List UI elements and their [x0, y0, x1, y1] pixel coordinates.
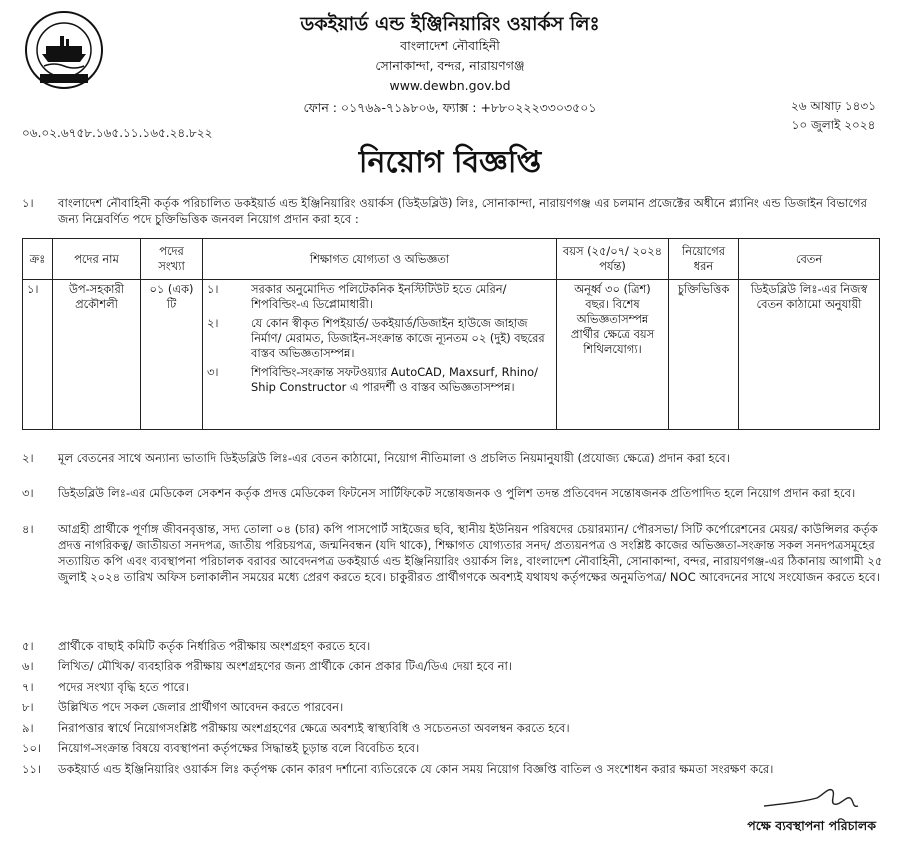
signature	[762, 784, 862, 816]
header-count: পদের সংখ্যা	[141, 239, 203, 280]
header-type: নিয়োগের ধরন	[669, 239, 739, 280]
address: সোনাকান্দা, বন্দর, নারায়ণগঞ্জ	[375, 58, 525, 73]
date-bangla: ২৬ আষাঢ় ১৪৩১	[790, 99, 876, 113]
contact-info: ফোন : ০১৭৬৯-৭১৯৮০৬, ফ্যাক্স : +৮৮০২২২৩৩০৩৫০১	[303, 100, 597, 115]
cell-count: ০১ (এক) টি	[141, 280, 203, 430]
signatory-title: পক্ষে ব্যবস্থাপনা পরিচালক	[747, 818, 876, 833]
intro-paragraph	[22, 195, 884, 231]
qualification-item: ২। যে কোন স্বীকৃত শিপইয়ার্ড/ ডকইয়ার্ড/ডিজাইন হাউজে জাহাজ নির্মাণ/ মেরামত, ডিজাইন-সংক্রান্ত কাজে ন্যূনতম ০২ (দুই) বছরের বাস্তব অভিজ্ঞতাসম্পন্ন।	[207, 316, 545, 360]
reference-number: ০৬.০২.৬৭৫৮.১৬৫.১১.১৬৫.২৪.৮২২	[22, 126, 213, 140]
parent-organization: বাংলাদেশ নৌবাহিনী	[400, 38, 500, 53]
header-age: বয়স (২৫/০৭/ ২০২৪ পর্যন্ত)	[557, 239, 669, 280]
date-gregorian: ১০ জুলাই ২০২৪	[791, 118, 876, 132]
cell-type: চুক্তিভিত্তিক	[669, 280, 739, 430]
header-post: পদের নাম	[53, 239, 141, 280]
table-row	[23, 280, 880, 430]
header-qualification: শিক্ষাগত যোগ্যতা ও অভিজ্ঞতা	[203, 239, 557, 280]
cell-salary: ডিইডব্লিউ লিঃ-এর নিজস্ব বেতন কাঠামো অনুযায়ী	[739, 280, 880, 430]
clause-number: ১।	[22, 196, 34, 210]
table-header-row	[23, 239, 880, 280]
organization-name: ডকইয়ার্ড এন্ড ইঞ্জিনিয়ারিং ওয়ার্কস লিঃ	[300, 13, 600, 35]
header-sl: ক্রঃ	[23, 239, 53, 280]
cell-post: উপ-সহকারী প্রকৌশলী	[53, 280, 141, 430]
job-table	[22, 238, 880, 430]
header-salary: বেতন	[739, 239, 880, 280]
cell-qualification	[203, 280, 557, 430]
clause-text: বাংলাদেশ নৌবাহিনী কর্তৃক পরিচালিত ডকইয়ার্ড এন্ড ইঞ্জিনিয়ারিং ওয়ার্কস (ডিইডব্লিউ) লিঃ, সোনাকান্দা, নারায়ণগঞ্জ এর চলমান প্রজেক্টের অধীনে প্ল্যানিং এন্ড ডিজাইন বিভাগের জন্য নিম্নেবর্ণিত পদে চুক্তিভিত্তিক জনবল নিয়োগ প্রদান করা হবে :	[58, 196, 867, 226]
qualification-item: ১। সরকার অনুমোদিত পলিটেকনিক ইনস্টিটিউট হতে মেরিন/ শিপবিল্ডিং-এ ডিপ্লোমাধারী।	[207, 282, 507, 311]
qualification-item: ৩। শিপবিল্ডিং-সংক্রান্ত সফটওয়্যার AutoCAD, Maxsurf, Rhino/ Ship Constructor এ পারদর্শী ও বাস্তব অভিজ্ঞতাসম্পন্ন।	[207, 365, 538, 394]
date-block	[791, 97, 876, 135]
cell-sl: ১।	[23, 280, 53, 430]
cell-age: অনূর্ধ্ব ৩০ (ত্রিশ) বছর। বিশেষ অভিজ্ঞতাসম্পন্ন প্রার্থীর ক্ষেত্রে বয়স শিথিলযোগ্য।	[557, 280, 669, 430]
page-title: নিয়োগ বিজ্ঞপ্তি	[358, 145, 542, 180]
website-link[interactable]: www.dewbn.gov.bd	[389, 78, 511, 93]
